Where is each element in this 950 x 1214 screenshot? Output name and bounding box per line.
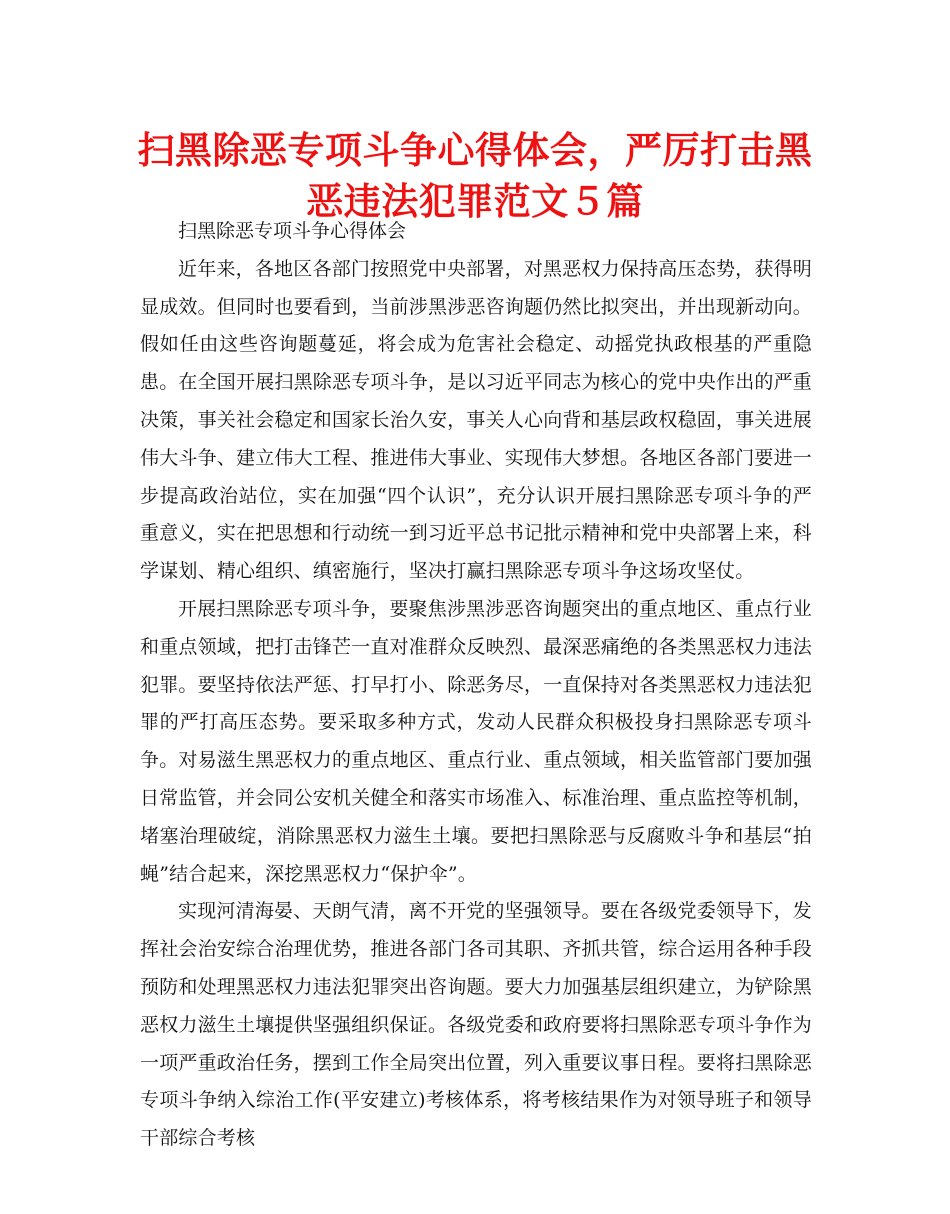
document-body	[140, 213, 812, 1158]
paragraph-2: 开展扫黑除恶专项斗争，要聚焦涉黑涉恶咨询题突出的重点地区、重点行业和重点领域，把打击锋芒一直对准群众反映烈、最深恶痛绝的各类黑恶权力违法犯罪。要坚持依法严惩、打早打小、除恶务尽，一直保持对各类黑恶权力违法犯罪的严打高压态势。要采取多种方式，发动人民群众积极投身扫黑除恶专项斗争。对易滋生黑恶权力的重点地区、重点行业、重点领域，相关监管部门要加强日常监管，并会同公安机关健全和落实市场准入、标准治理、重点监控等机制，堵塞治理破绽，消除黑恶权力滋生土壤。要把扫黑除恶与反腐败斗争和基层“拍蝇”结合起来，深挖黑恶权力“保护伞”。	[140, 597, 813, 885]
paragraph-3: 实现河清海晏、天朗气清，离不开党的坚强领导。要在各级党委领导下，发挥社会治安综合治理优势，推进各部门各司其职、齐抓共管，综合运用各种手段预防和处理黑恶权力违法犯罪突出咨询题。要大力加强基层组织建立，为铲除黑恶权力滋生土壤提供坚强组织保证。各级党委和政府要将扫黑除恶专项斗争作为一项严重政治任务，摆到工作全局突出位置，列入重要议事日程。要将扫黑除恶专项斗争纳入综治工作(平安建立)考核体系，将考核结果作为对领导班子和领导干部综合考核	[140, 900, 813, 1150]
document-title: 扫黑除恶专项斗争心得体会，严厉打击黑恶违法犯罪范文５篇	[137, 129, 813, 223]
paragraph-1: 近年来，各地区各部门按照党中央部署，对黑恶权力保持高压态势，获得明显成效。但同时也要看到，当前涉黑涉恶咨询题仍然比拟突出，并出现新动向。假如任由这些咨询题蔓延，将会成为危害社会稳定、动摇党执政根基的严重隐患。在全国开展扫黑除恶专项斗争，是以习近平同志为核心的党中央作出的严重决策，事关社会稳定和国家长治久安，事关人心向背和基层政权稳固，事关进展伟大斗争、建立伟大工程、推进伟大事业、实现伟大梦想。各地区各部门要进一步提高政治站位，实在加强“四个认识”，充分认识开展扫黑除恶专项斗争的严重意义，实在把思想和行动统一到习近平总书记批示精神和党中央部署上来，科学谋划、精心组织、缜密施行，坚决打赢扫黑除恶专项斗争这场攻坚仗。	[140, 257, 813, 583]
section-subtitle: 扫黑除恶专项斗争心得体会	[178, 220, 407, 242]
